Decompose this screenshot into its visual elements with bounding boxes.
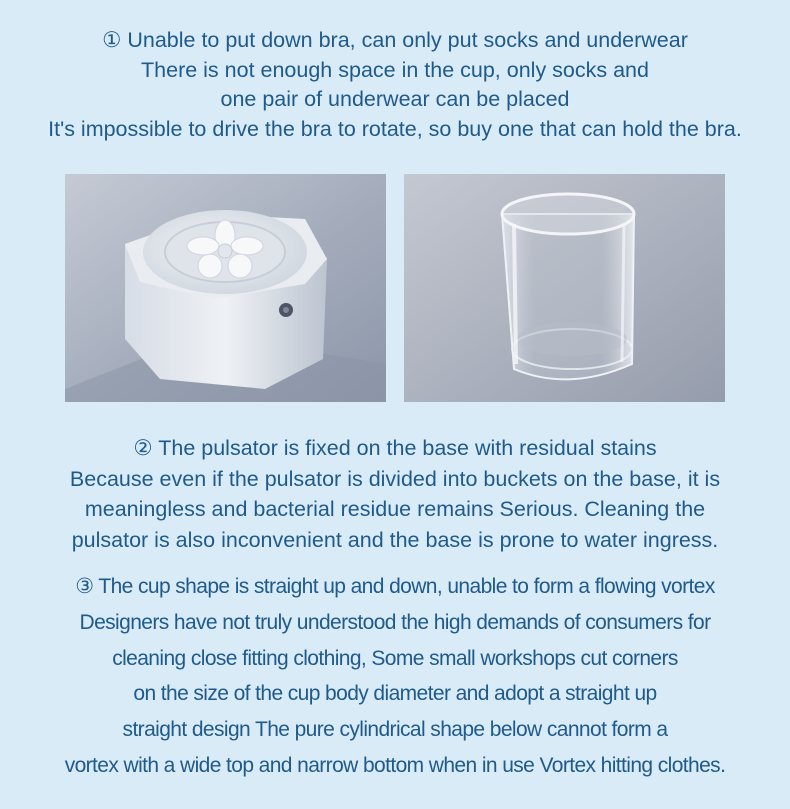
glass-cup-photo bbox=[404, 174, 725, 402]
section-3-heading: ③ The cup shape is straight up and down, unable to form a flowing vortex bbox=[75, 575, 715, 598]
section-3-line: Designers have not truly understood the high demands of consumers for bbox=[79, 610, 711, 634]
section-2-heading: ② The pulsator is fixed on the base with residual stains bbox=[133, 436, 657, 460]
section-3-text bbox=[0, 569, 790, 784]
section-2-text bbox=[0, 433, 790, 555]
washer-product-photo bbox=[65, 174, 386, 402]
section-1-line: It's impossible to drive the bra to rotate, so buy one that can hold the bra. bbox=[48, 116, 742, 141]
section-2-line: Because even if the pulsator is divided into buckets on the base, it is bbox=[69, 466, 721, 491]
section-3-line: vortex with a wide top and narrow bottom when in use Vortex hitting clothes. bbox=[64, 753, 726, 777]
section-1-heading: ① Unable to put down bra, can only put socks and underwear bbox=[102, 28, 688, 52]
section-2-line: meaningless and bacterial residue remains Serious. Cleaning the bbox=[84, 497, 706, 521]
section-3-line: straight design The pure cylindrical shape below cannot form a bbox=[122, 718, 668, 742]
section-3-line: cleaning close fitting clothing, Some small workshops cut corners bbox=[112, 646, 678, 670]
section-1-line: There is not enough space in the cup, only socks and bbox=[141, 57, 649, 82]
section-3-line: on the size of the cup body diameter and adopt a straight up bbox=[133, 682, 657, 706]
section-1-text bbox=[0, 26, 790, 144]
section-2-line: pulsator is also inconvenient and the base is prone to water ingress. bbox=[71, 527, 719, 552]
section-1-line: one pair of underwear can be placed bbox=[220, 87, 570, 111]
